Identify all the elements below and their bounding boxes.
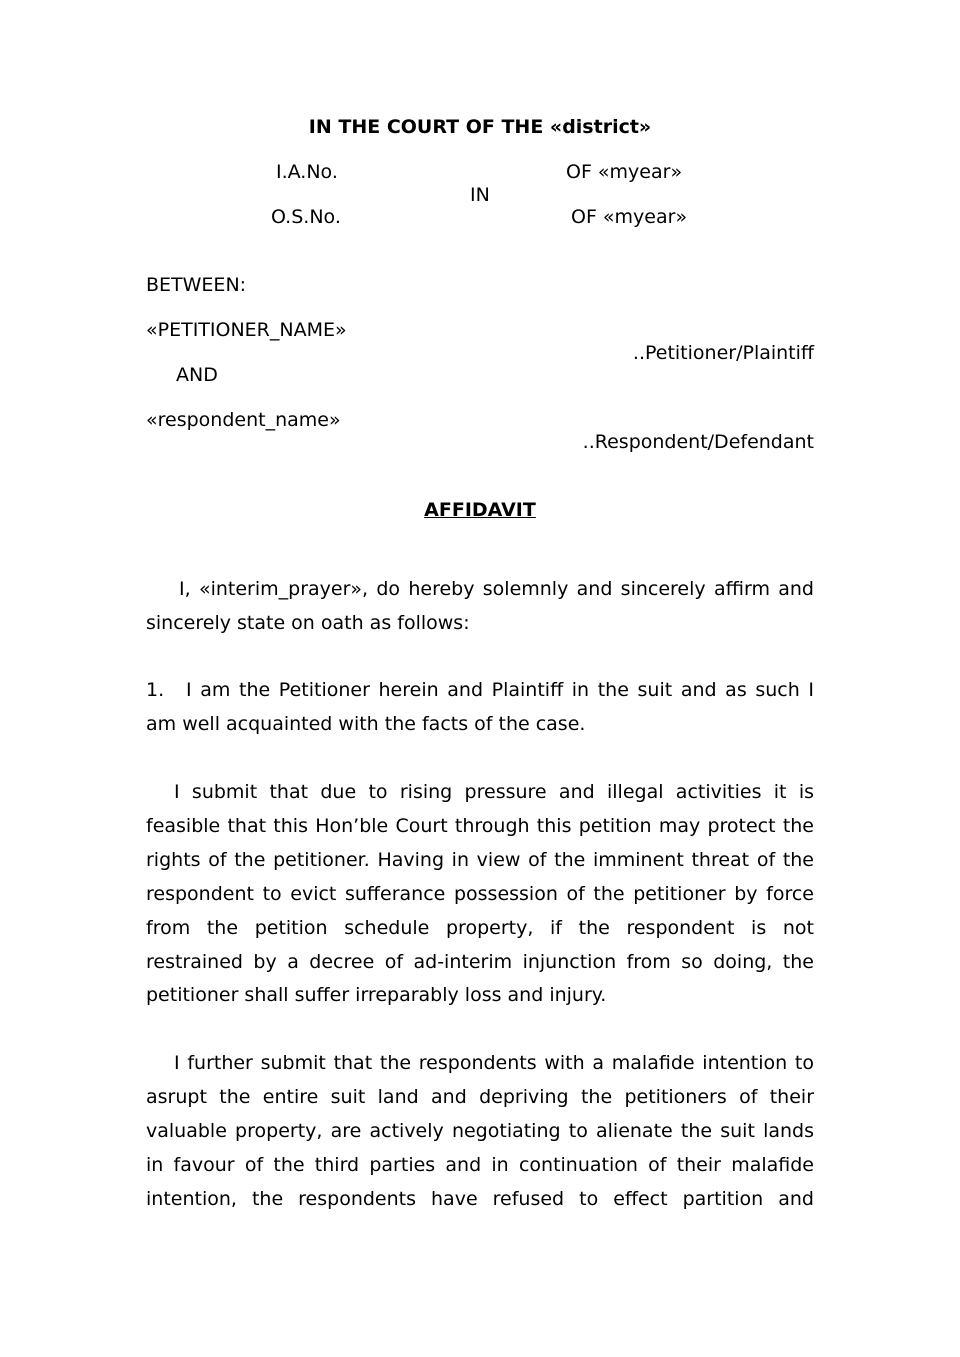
between-label: BETWEEN:	[146, 274, 247, 296]
paragraph-2: I submit that due to rising pressure and illegal activities it is feasible that this Hon’ble Court through this petition may protect the rights of the petitioner. Having in view of the imminent threat of the respondent to evict sufferance possession of the petitioner by force from the petition schedule property, if the respondent is not restrained by a decree of ad-interim injunction from so doing, the petitioner shall suffer irreparably loss and injury.	[146, 781, 814, 1007]
ia-year: OF «myear»	[566, 161, 683, 183]
paragraph-3: I further submit that the respondents with a malafide intention to asrupt the entire suit land and depriving the petitioners of their valuable property, are actively negotiating to alienate the suit lands in favour of the third parties and in continuation of their malafide intention, the respondents have refused to effect partition and	[146, 1052, 814, 1210]
petitioner-role: ..Petitioner/Plaintiff	[632, 342, 814, 364]
petitioner-name: «PETITIONER_NAME»	[146, 319, 347, 341]
in-connector: IN	[470, 184, 490, 206]
court-title: IN THE COURT OF THE «district»	[308, 116, 652, 138]
paragraph-1-text: I am the Petitioner herein and Plaintiff in the suit and as such I am well acquainted with the facts of the case.	[146, 679, 814, 735]
respondent-name: «respondent_name»	[146, 409, 341, 431]
os-year: OF «myear»	[571, 206, 688, 228]
ia-number-label: I.A.No.	[276, 161, 338, 183]
paragraph-1-number: 1.	[146, 679, 165, 701]
affidavit-intro-paragraph: I, «interim_prayer», do hereby solemnly and sincerely affirm and sincerely state on oath as follows:	[146, 578, 814, 634]
respondent-role: ..Respondent/Defendant	[582, 431, 814, 453]
affidavit-heading: AFFIDAVIT	[424, 499, 536, 521]
paragraph-1	[146, 674, 814, 742]
and-connector: AND	[176, 364, 218, 386]
os-number-label: O.S.No.	[271, 206, 341, 228]
